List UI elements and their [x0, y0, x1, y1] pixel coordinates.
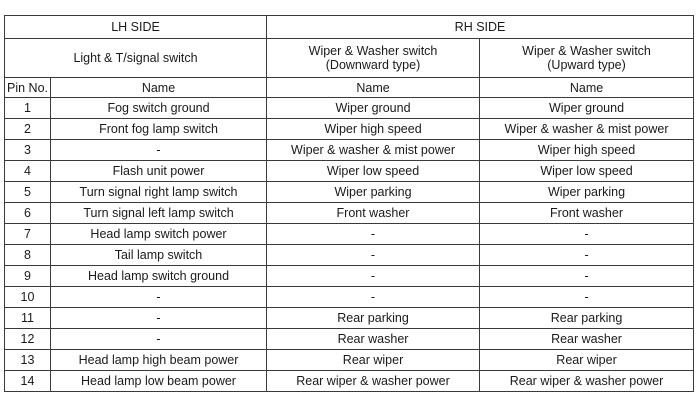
table-row — [5, 161, 694, 182]
pin-number-cell: 8 — [5, 245, 51, 266]
downward-name-cell: Wiper parking — [267, 182, 480, 203]
connector-pin-table — [4, 15, 694, 392]
lh-switch-header: Light & T/signal switch — [5, 39, 267, 78]
table-row — [5, 119, 694, 140]
lh-name-cell: Turn signal left lamp switch — [51, 203, 267, 224]
upward-name-cell: Rear wiper — [480, 350, 694, 371]
table-row — [5, 371, 694, 392]
downward-switch-title: Wiper & Washer switch — [308, 44, 438, 58]
downward-name-cell: Wiper ground — [267, 98, 480, 119]
table-row — [5, 350, 694, 371]
lh-name-cell: Head lamp switch power — [51, 224, 267, 245]
pin-number-cell: 11 — [5, 308, 51, 329]
lh-name-cell: Head lamp switch ground — [51, 266, 267, 287]
upward-name-cell: Rear parking — [480, 308, 694, 329]
downward-name-cell: - — [267, 266, 480, 287]
upward-switch-header — [480, 39, 694, 78]
rh-side-header: RH SIDE — [267, 16, 694, 39]
pin-number-cell: 14 — [5, 371, 51, 392]
upward-name-cell: Wiper high speed — [480, 140, 694, 161]
downward-name-cell: Rear wiper — [267, 350, 480, 371]
downward-name-cell: - — [267, 224, 480, 245]
pin-number-cell: 7 — [5, 224, 51, 245]
lh-name-cell: Front fog lamp switch — [51, 119, 267, 140]
lh-side-header: LH SIDE — [5, 16, 267, 39]
downward-name-header: Name — [267, 78, 480, 98]
upward-name-cell: Rear wiper & washer power — [480, 371, 694, 392]
upward-name-cell: Wiper low speed — [480, 161, 694, 182]
upward-name-cell: - — [480, 245, 694, 266]
pin-number-cell: 1 — [5, 98, 51, 119]
table-row — [5, 224, 694, 245]
lh-name-cell: Tail lamp switch — [51, 245, 267, 266]
downward-name-cell: Rear parking — [267, 308, 480, 329]
lh-name-cell: Flash unit power — [51, 161, 267, 182]
lh-name-header: Name — [51, 78, 267, 98]
lh-name-cell: - — [51, 329, 267, 350]
upward-name-cell: Front washer — [480, 203, 694, 224]
pin-number-cell: 2 — [5, 119, 51, 140]
pin-number-cell: 13 — [5, 350, 51, 371]
upward-switch-title: Wiper & Washer switch — [522, 44, 651, 58]
upward-name-header: Name — [480, 78, 694, 98]
downward-name-cell: Wiper low speed — [267, 161, 480, 182]
table-row — [5, 287, 694, 308]
side-header-row — [5, 16, 694, 39]
downward-switch-type: (Downward type) — [325, 58, 421, 72]
upward-name-cell: Wiper parking — [480, 182, 694, 203]
upward-name-cell: - — [480, 287, 694, 308]
pin-number-cell: 5 — [5, 182, 51, 203]
upward-switch-type: (Upward type) — [547, 58, 626, 72]
table-row — [5, 266, 694, 287]
pin-number-cell: 3 — [5, 140, 51, 161]
pin-number-cell: 9 — [5, 266, 51, 287]
pin-number-cell: 12 — [5, 329, 51, 350]
upward-name-cell: - — [480, 224, 694, 245]
table-row — [5, 203, 694, 224]
downward-name-cell: - — [267, 245, 480, 266]
downward-name-cell: Wiper high speed — [267, 119, 480, 140]
table-row — [5, 140, 694, 161]
lh-name-cell: - — [51, 140, 267, 161]
pin-number-cell: 6 — [5, 203, 51, 224]
table-row — [5, 98, 694, 119]
column-header-row — [5, 78, 694, 98]
lh-name-cell: Head lamp low beam power — [51, 371, 267, 392]
lh-name-cell: - — [51, 308, 267, 329]
lh-name-cell: Head lamp high beam power — [51, 350, 267, 371]
pin-no-header: Pin No. — [5, 78, 51, 98]
downward-name-cell: Rear washer — [267, 329, 480, 350]
table-row — [5, 329, 694, 350]
lh-name-cell: Fog switch ground — [51, 98, 267, 119]
lh-name-cell: Turn signal right lamp switch — [51, 182, 267, 203]
upward-name-cell: - — [480, 266, 694, 287]
pin-number-cell: 10 — [5, 287, 51, 308]
upward-name-cell: Wiper & washer & mist power — [480, 119, 694, 140]
downward-switch-header — [267, 39, 480, 78]
downward-name-cell: Rear wiper & washer power — [267, 371, 480, 392]
upward-name-cell: Rear washer — [480, 329, 694, 350]
table-row — [5, 308, 694, 329]
lh-name-cell: - — [51, 287, 267, 308]
switch-header-row — [5, 39, 694, 78]
table-row — [5, 245, 694, 266]
upward-name-cell: Wiper ground — [480, 98, 694, 119]
downward-name-cell: Wiper & washer & mist power — [267, 140, 480, 161]
downward-name-cell: Front washer — [267, 203, 480, 224]
downward-name-cell: - — [267, 287, 480, 308]
table-row — [5, 182, 694, 203]
pin-number-cell: 4 — [5, 161, 51, 182]
